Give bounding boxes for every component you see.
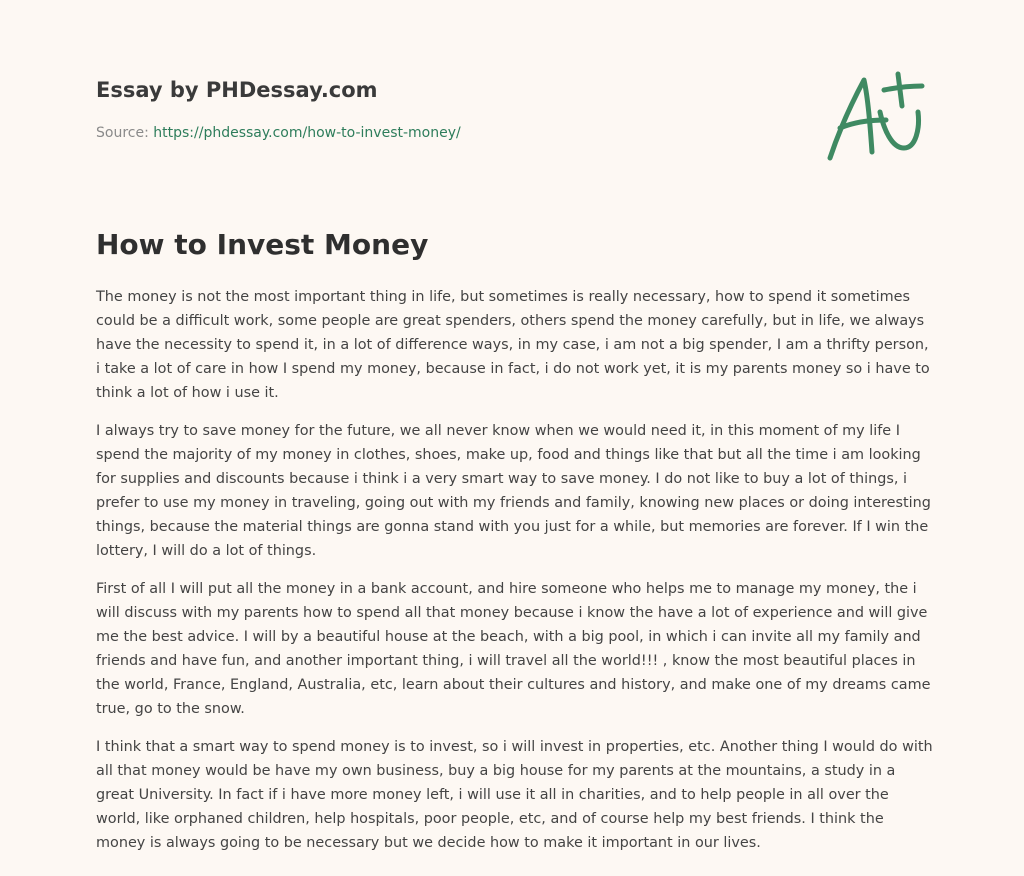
essay-header xyxy=(96,76,796,142)
source-label: Source: xyxy=(96,125,154,141)
essay-paragraph: I think that a smart way to spend money is to invest, so i will invest in properties, etc. Another thing I would do with all that money would be have my own business, buy a big house for my parents at the mountains, a study in a great University. In fact if i have more money left, i will use it all in charities, and to help people in all over the world, like orphaned children, help hospitals, poor people, etc, and of course help my best friends. I think the money is always going to be necessary but we decide how to make it important in our lives. xyxy=(96,739,933,851)
page-title: How to Invest Money xyxy=(96,228,429,261)
source-link[interactable]: https://phdessay.com/how-to-invest-money/ xyxy=(153,125,461,141)
essay-paragraph: First of all I will put all the money in a bank account, and hire someone who helps me to manage my money, the i will discuss with my parents how to spend all that money because i know the have a lot of experience and will give me the best advice. I will by a beautiful house at the beach, with a big pool, in which i can invite all my family and friends and have fun, and another important thing, i will travel all the world!!! , know the most beautiful places in the world, France, England, Australia, etc, learn about their cultures and history, and make one of my dreams came true, go to the snow. xyxy=(96,581,931,717)
essay-paragraph: The money is not the most important thing in life, but sometimes is really necessary, how to spend it sometimes could be a difficult work, some people are great spenders, others spend the money carefully, but in life, we always have the necessity to spend it, in a lot of difference ways, in my case, i am not a big spender, I am a thrifty person, i take a lot of care in how I spend my money, because in fact, i do not work yet, it is my parents money so i have to think a lot of how i use it. xyxy=(96,289,930,401)
essay-body xyxy=(96,285,936,869)
essay-paragraph: I always try to save money for the future, we all never know when we would need it, in this moment of my life I spend the majority of my money in clothes, shoes, make up, food and things like that but all the time i am looking for supplies and discounts because i think i a very smart way to save money. I do not like to buy a lot of things, i prefer to use my money in traveling, going out with my friends and family, knowing new places or doing interesting things, because the material things are gonna stand with you just for a while, but memories are forever. If I win the lottery, I will do a lot of things. xyxy=(96,423,931,559)
source-line xyxy=(96,124,796,142)
site-brand: Essay by PHDessay.com xyxy=(96,78,378,102)
a-plus-grade-icon xyxy=(822,68,928,164)
